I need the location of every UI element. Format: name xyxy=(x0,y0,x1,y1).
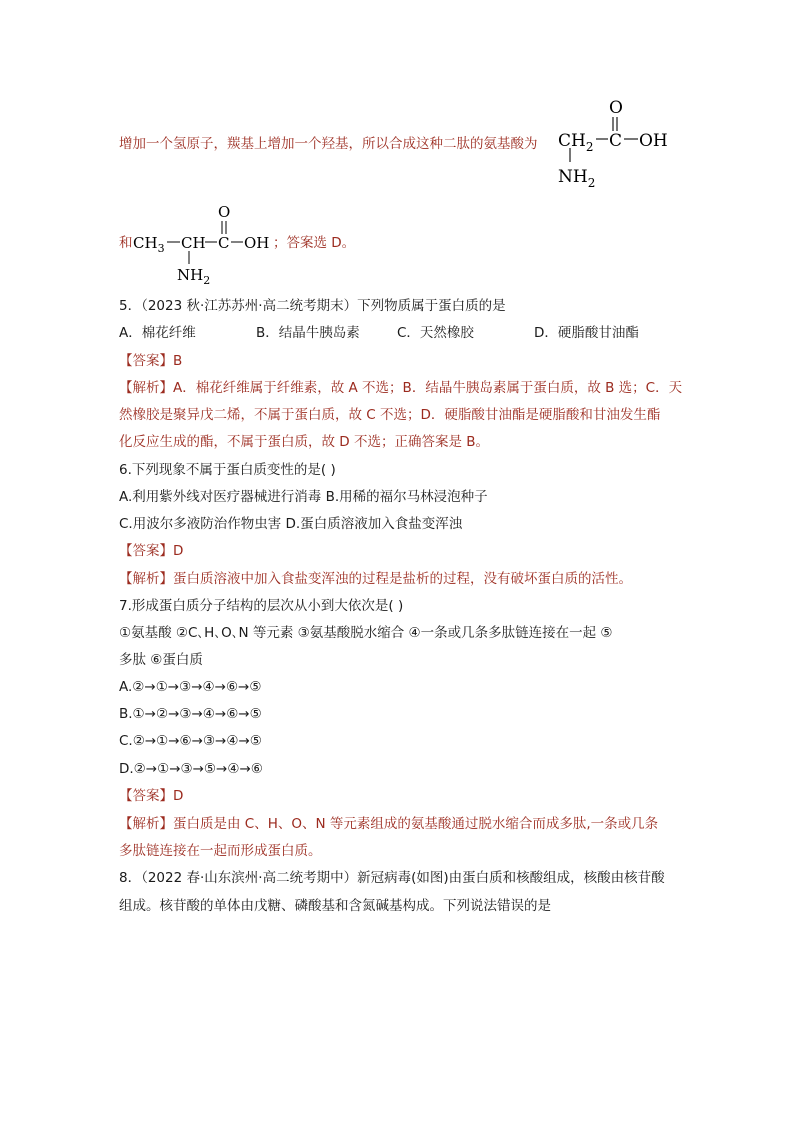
carbonyl-oxygen: O xyxy=(218,203,231,221)
answer-label: 【答案】 xyxy=(119,788,173,804)
amino-acid-structure-glycine xyxy=(552,96,682,192)
analysis-label: 【解析】 xyxy=(119,380,173,396)
q7-answer xyxy=(119,787,183,805)
q6-options-line-2: C.用波尔多液防治作物虫害 D.蛋白质溶液加入食盐变浑浊 xyxy=(119,516,463,532)
alpha-carbon-label: CH xyxy=(181,234,206,252)
q5-analysis-line-2: 然橡胶是聚异戊二烯，不属于蛋白质，故 C 不选；D．硬脂酸甘油酯是硬脂酸和甘油发生酯 xyxy=(119,407,661,423)
q5-option-c: C．天然橡胶 xyxy=(397,325,474,341)
q6-analysis: 【解析】蛋白质溶液中加入食盐变浑浊的过程是盐析的过程，没有破坏蛋白质的活性。 xyxy=(119,571,632,587)
q5-analysis-line-1: 【解析】A．棉花纤维属于纤维素，故 A 不选；B．结晶牛胰岛素属于蛋白质，故 B 选；C．天 xyxy=(119,380,683,396)
q8-stem-line-1: 8．（2022 春·山东滨州·高二统考期中）新冠病毒(如图)由蛋白质和核酸组成，核酸由核苷酸 xyxy=(119,870,665,886)
and-prefix: 和 xyxy=(119,235,133,251)
q7-analysis-line-1: 【解析】蛋白质是由 C、H、O、N 等元素组成的氨基酸通过脱水缩合而成多肽,一条或几条 xyxy=(119,816,659,832)
amino-label: $NH_2$ xyxy=(177,266,211,286)
q5-answer xyxy=(119,352,182,370)
q7-items-line-1: ①氨基酸 ②C､H､O､N 等元素 ③氨基酸脱水缩合 ④一条或几条多肽链连接在一起 ⑤ xyxy=(119,625,613,641)
q5-option-b: B．结晶牛胰岛素 xyxy=(256,325,360,341)
q7-option-d: D.②→①→③→⑤→④→⑥ xyxy=(119,761,263,777)
analysis-label: 【解析】 xyxy=(119,571,173,587)
analysis-label: 【解析】 xyxy=(119,816,173,832)
q7-stem: 7.形成蛋白质分子结构的层次从小到大依次是( ) xyxy=(119,598,404,614)
q7-option-a: A.②→①→③→④→⑥→⑤ xyxy=(119,679,262,695)
q8-stem-line-2: 组成。核苷酸的单体由戊糖、磷酸基和含氮碱基构成。下列说法错误的是 xyxy=(119,898,551,914)
amino-acid-structure-alanine xyxy=(133,200,273,286)
q6-options-line-1: A.利用紫外线对医疗器械进行消毒 B.用稀的福尔马林浸泡种子 xyxy=(119,489,488,505)
carbonyl-carbon: C xyxy=(218,234,230,252)
q5-option-a: A．棉花纤维 xyxy=(119,325,196,341)
q5-stem: 5．（2023 秋·江苏苏州·高二统考期末）下列物质属于蛋白质的是 xyxy=(119,298,506,314)
q7-analysis-line-2: 多肽链连接在一起而形成蛋白质。 xyxy=(119,843,322,859)
q5-option-d: D．硬脂酸甘油酯 xyxy=(534,325,639,341)
hydroxyl-label: OH xyxy=(244,234,270,252)
answer-value: D xyxy=(173,788,184,804)
answer-label: 【答案】 xyxy=(119,543,173,559)
ch2-label: $CH_2$ xyxy=(558,131,594,154)
intro-line-1: 增加一个氢原子，羰基上增加一个羟基，所以合成这种二肽的氨基酸为 xyxy=(119,136,538,152)
hydroxyl-label: OH xyxy=(639,131,668,151)
answer-value: D xyxy=(173,543,184,559)
q6-stem: 6.下列现象不属于蛋白质变性的是( ) xyxy=(119,462,336,478)
q7-option-c: C.②→①→⑥→③→④→⑤ xyxy=(119,733,262,749)
answer-tail: ；答案选 D。 xyxy=(273,235,356,251)
ch3-label: $CH_3$ xyxy=(133,234,165,255)
carbonyl-carbon: C xyxy=(609,131,623,151)
q7-items-line-2: 多肽 ⑥蛋白质 xyxy=(119,652,203,668)
carbonyl-oxygen: O xyxy=(609,98,623,118)
q5-analysis-line-3: 化反应生成的酯，不属于蛋白质，故 D 不选；正确答案是 B。 xyxy=(119,434,490,450)
answer-value: B xyxy=(173,353,183,369)
amino-label: $NH_2$ xyxy=(558,167,596,190)
q7-option-b: B.①→②→③→④→⑥→⑤ xyxy=(119,706,262,722)
answer-label: 【答案】 xyxy=(119,353,173,369)
q6-answer xyxy=(119,542,183,560)
